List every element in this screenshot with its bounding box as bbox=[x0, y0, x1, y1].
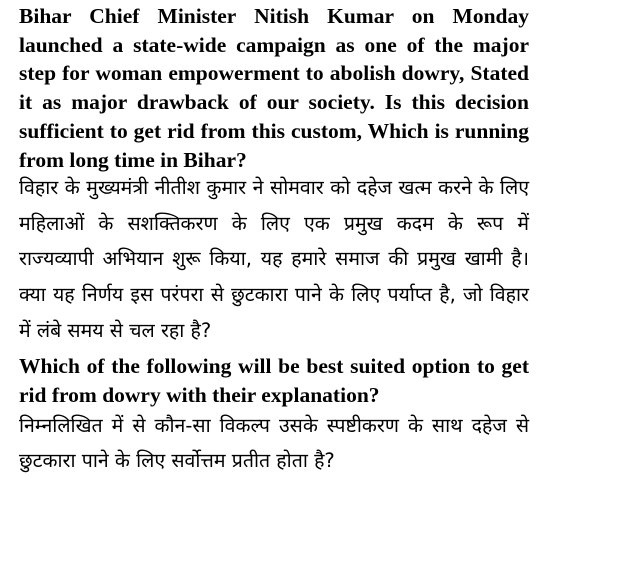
question-1-english: Bihar Chief Minister Nitish Kumar on Monday launched a state-wide campaign as one of the major step for woman empowerment to abolish dowry, Stated it as major drawback of our society. Is this decision sufficient to get rid from this custom, Which is running from long time in Bihar? bbox=[19, 4, 529, 172]
document-body bbox=[19, 2, 529, 479]
question-2-english: Which of the following will be best suited option to get rid from dowry with their explanation? bbox=[19, 354, 529, 407]
question-2-hindi: निम्नलिखित में से कौन-सा विकल्प उसके स्पष्टीकरण के साथ दहेज से छुटकारा पाने के लिए सर्वोत्तम प्रतीत होता है? bbox=[19, 413, 529, 473]
question-1-hindi: विहार के मुख्यमंत्री नीतीश कुमार ने सोमवार को दहेज खत्म करने के लिए महिलाओं के सशक्तिकरण के लिए एक प्रमुख कदम के रूप में राज्यव्यापी अभियान शुरू किया, यह हमारे समाज की प्रमुख खामी है। क्या यह निर्णय इस परंपरा से छुटकारा पाने के लिए पर्याप्त है, जो विहार में लंबे समय से चल रहा है? bbox=[19, 176, 529, 342]
